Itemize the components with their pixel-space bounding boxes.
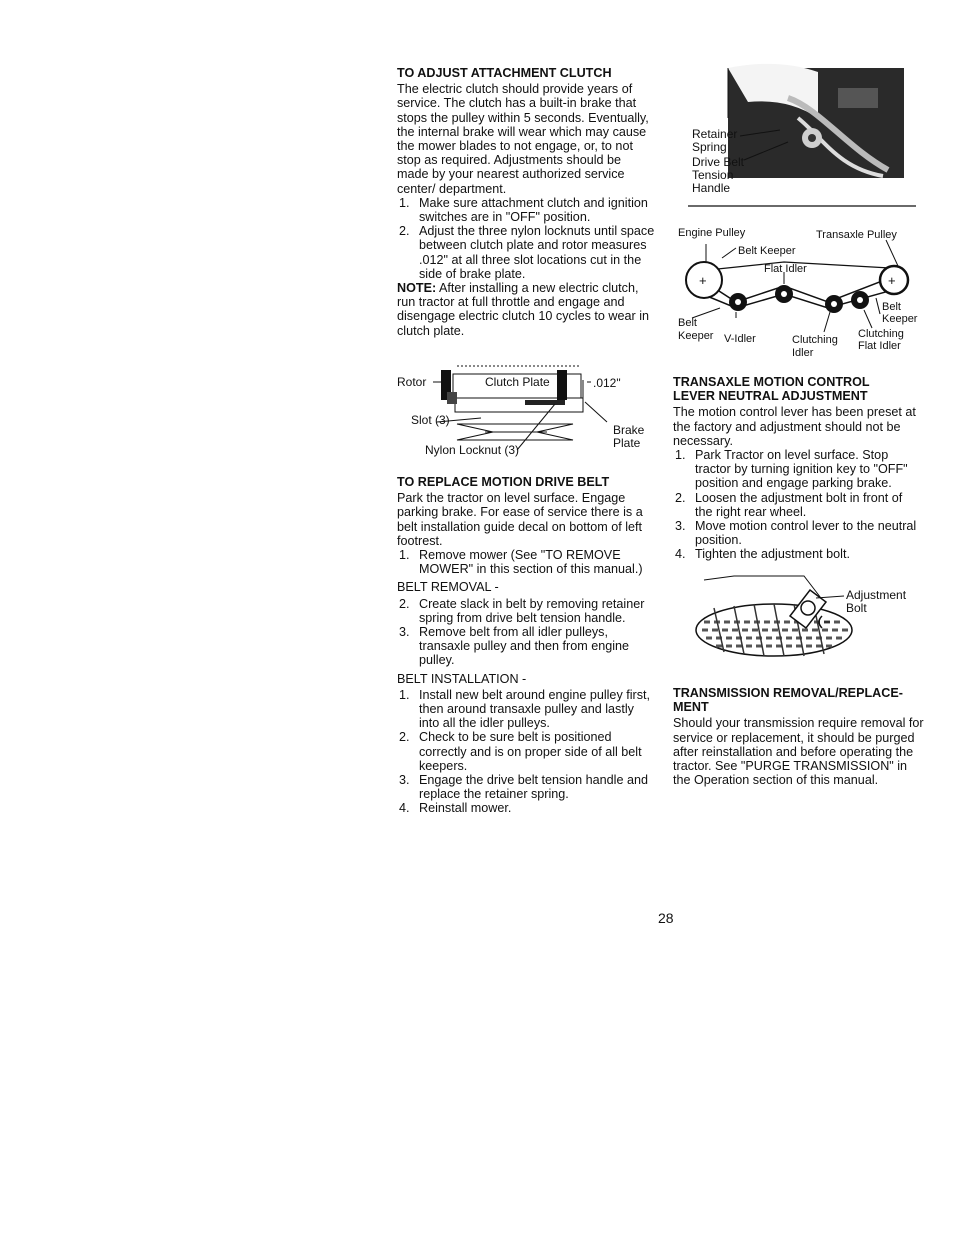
transmission-heading-1: TRANSMISSION REMOVAL/REPLACE- [673,686,903,700]
list-item [673,491,923,519]
transaxle-pulley-label: Transaxle Pulley [816,229,897,241]
step-text: Loosen the adjustment bolt in front of the right rear wheel. [695,490,903,519]
brake-label: Brake [613,423,645,437]
step-number: 3. [399,625,410,640]
engine-pulley-mark: + [699,273,707,288]
list-item [673,547,923,561]
step-text: Remove mower (See "TO REMOVE MOWER" in this section of this manual.) [419,548,643,577]
step-text: Tighten the adjustment bolt. [695,547,850,562]
step-text: Check to be sure belt is positioned correctly and is on proper side of all belt keepers. [419,730,642,773]
right-column [673,375,923,562]
note-label: NOTE: [397,281,437,296]
transaxle-steps [673,448,923,562]
belt-installation-label: BELT INSTALLATION - [397,671,527,686]
transmission-section [673,686,925,787]
locknut-label: Nylon Locknut (3) [425,443,520,457]
step-text: Install new belt around engine pulley first, then around transaxle pulley and lastly into all the idler pulleys. [419,687,651,731]
step-text: Remove belt from all idler pulleys, transaxle pulley and then from engine pulley. [419,625,630,668]
drive-belt-steps-a [397,548,655,576]
step-text: Create slack in belt by removing retainer spring from drive belt tension handle. [419,596,645,625]
spring-label: Spring [692,140,727,154]
step-number: 2. [399,224,410,239]
flat-idler-label: Flat Idler [764,263,807,275]
clutching-idler-label-2: Idler [792,347,814,359]
transmission-text: Should your transmission require removal for service or replacement, it should be purged after reinstallation and before operating the tractor. See "PURGE TRANSMISSION" in the Operation section of this manual. [673,716,924,788]
belt-routing-diagram [676,222,926,367]
tension-label: Tension [692,168,734,182]
step-number: 3. [399,773,410,788]
retainer-label: Retainer [692,127,738,141]
list-item [397,730,655,773]
clutch-intro: The electric clutch should provide years of service. The clutch has a built-in brake that stops the pulley within 5 seconds. Eventually, the internal brake will wear which may cause the mower blades to not engage, or, to not stop as required. Adjustments should be made by your nearest authorized service center/ department. [397,82,649,196]
list-item [397,801,655,815]
step-number: 1. [399,687,410,702]
transaxle-intro: The motion control lever has been preset at the factory and adjustment should not be necessary. [673,405,916,448]
slot-label: Slot (3) [411,413,450,427]
page-number: 28 [658,910,674,926]
wheel-diagram [694,572,924,664]
belt-keeper-label: Belt Keeper [738,245,796,257]
list-item [397,597,655,625]
clutching-idler-label-1: Clutching [792,334,838,346]
step-text: Adjust the three nylon locknuts until space between clutch plate and rotor measures .012" at all three slot locations cut in the side of brake plate. [419,224,655,281]
clutching-flat-label-2: Flat Idler [858,340,901,352]
belt-removal-label: BELT REMOVAL - [397,580,499,595]
step-text: Move motion control lever to the neutral position. [695,519,917,548]
step-number: 4. [675,547,686,562]
step-number: 2. [399,596,410,611]
drive-belt-steps-c [397,688,655,816]
handle-label: Handle [692,181,731,195]
rotor-label: Rotor [397,375,427,389]
clutch-steps [397,196,655,281]
drive-belt-label: Drive Belt [692,155,745,169]
list-item [673,519,923,547]
step-text: Make sure attachment clutch and ignition switches are in "OFF" position. [419,195,648,225]
step-number: 2. [399,730,410,745]
step-number: 2. [675,490,686,505]
keeper-left-label: Keeper [678,330,714,342]
list-item [397,773,655,801]
engine-pulley-label: Engine Pulley [678,227,746,239]
transaxle-heading-1: TRANSAXLE MOTION CONTROL [673,375,870,389]
step-number: 4. [399,801,410,816]
step-number: 1. [399,195,410,210]
list-item [397,196,655,224]
transaxle-heading-2: LEVER NEUTRAL ADJUSTMENT [673,389,868,404]
plate-label: Plate [613,436,641,450]
step-text: Park Tractor on level surface. Stop tractor by turning ignition key to "OFF" position and engage parking brake. [695,448,908,491]
list-item [397,688,655,731]
step-number: 3. [675,519,686,534]
drive-belt-heading: TO REPLACE MOTION DRIVE BELT [397,475,610,489]
list-item [397,224,655,281]
gap-label: .012" [593,376,621,390]
list-item [397,548,655,576]
adjustment-label: Adjustment [846,588,907,602]
keeper-right-label: Keeper [882,313,918,325]
drive-belt-intro: Park the tractor on level surface. Engage parking brake. For ease of service there is a belt installation guide decal on bottom of left footrest. [397,491,643,548]
drive-belt-photo [688,58,918,238]
clutch-diagram [397,362,657,462]
step-text: Engage the drive belt tension handle and replace the retainer spring. [419,773,648,802]
clutch-heading: TO ADJUST ATTACHMENT CLUTCH [397,66,612,80]
step-number: 1. [399,548,410,563]
belt-right-label: Belt [882,301,901,313]
step-number: 1. [675,448,686,463]
clutch-note [397,281,655,338]
step-text: Reinstall mower. [419,801,512,816]
note-text: After installing a new electric clutch, run tractor at full throttle and engage and disengage electric clutch 10 cycles to wear in clutch plate. [397,281,650,338]
list-item [673,448,923,491]
clutch-plate-label: Clutch Plate [485,375,550,389]
transmission-heading-2: MENT [673,700,709,715]
clutching-flat-label-1: Clutching [858,328,904,340]
transaxle-pulley-mark: + [888,273,896,288]
drive-belt-steps-b [397,597,655,668]
list-item [397,625,655,668]
bolt-label: Bolt [846,601,867,615]
drive-belt-section [397,475,655,816]
belt-left-label: Belt [678,317,697,329]
v-idler-label: V-Idler [724,333,756,345]
left-column [397,66,655,338]
